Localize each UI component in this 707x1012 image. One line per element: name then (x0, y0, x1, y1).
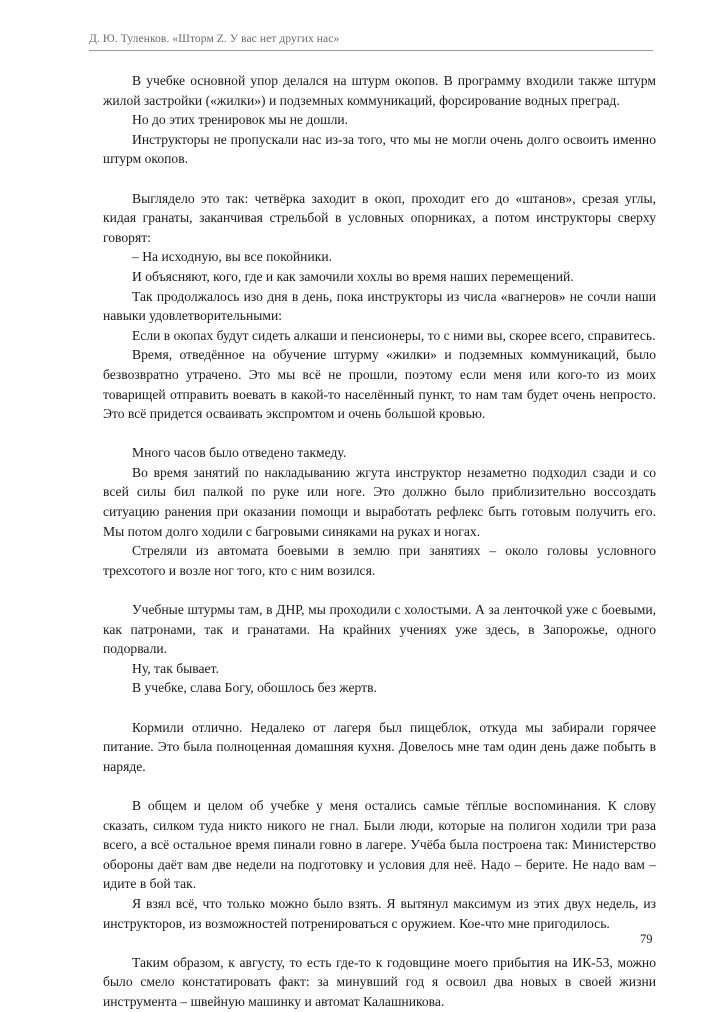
paragraph: Много часов было отведено такмеду. (132, 445, 347, 461)
paragraph: Время, отведённое на обучение штурму «жилки» и подземных коммуникаций, было безвозвратно утрачено. Это мы всё не прошли, поэтому если меня или кого-то из моих товарищей отправить воевать в какой-то населённый пункт, то нам там будет очень непросто. Это всё придется осваивать экспромтом и очень большой кровью. (103, 347, 656, 422)
paragraph: – На исходную, вы все покойники. (132, 249, 333, 265)
paragraph: Я взял всё, что только можно было взять. Я вытянул максимум из этих двух недель, из инструкторов, из возможностей потренироваться с оружием. Кое-что мне пригодилось. (103, 895, 656, 931)
header-rule (89, 50, 653, 51)
paragraph: И объясняют, кого, где и как замочили хохлы во время наших перемещений. (132, 268, 574, 284)
paragraph: Таким образом, к августу, то есть где-то к годовщине моего прибытия на ИК-53, можно было смело констатировать факт: за минувший год я освоил два новых в своей жизни инструмента – швейную машинку и автомат Калашникова. (103, 954, 656, 1009)
paragraph: Стреляли из автомата боевыми в землю при занятиях – около головы условного трехсотого и возле ног того, кто с ним возился. (103, 543, 656, 578)
paragraph: Кормили отлично. Недалеко от лагеря был пищеблок, откуда мы забирали горячее питание. Это была полноценная домашняя кухня. Довелось мне там один день даже побыть в наряде. (103, 719, 656, 774)
paragraph: Так продолжалось изо дня в день, пока инструкторы из числа «вагнеров» не сочли наши навыки удовлетворительными: (103, 288, 656, 324)
paragraph: Ну, так бывает. (132, 660, 219, 676)
paragraph: В учебке, слава Богу, обошлось без жертв. (132, 680, 377, 696)
paragraph: Инструкторы не пропускали нас из-за того, что мы не могли очень долго освоить именно штурм окопов. (103, 131, 656, 167)
paragraph: Выглядело это так: четвёрка заходит в окоп, проходит его до «штанов», срезая углы, кидая гранаты, заканчивая стрельбой в условных опорниках, а потом инструкторы сверху говорят: (103, 190, 656, 245)
paragraph: В общем и целом об учебке у меня остались самые тёплые воспоминания. К слову сказать, силком туда никто никого не гнал. Были люди, которые на полигон ходили три раза всего, а всё остальное время пинали говно в лагере. Учёба была построена так: Министерство обороны даёт вам две недели на подготовку и условия для неё. Надо – берите. Не надо вам – идите в бой так. (103, 797, 656, 892)
body-text (103, 71, 656, 1012)
page-number: 79 (640, 932, 653, 946)
paragraph: Учебные штурмы там, в ДНР, мы проходили с холостыми. А за ленточкой уже с боевыми, как патронами, так и гранатами. На крайних учениях уже здесь, в Запорожье, одного подорвали. (103, 602, 656, 657)
paragraph: В учебке основной упор делался на штурм окопов. В программу входили также штурм жилой застройки («жилки») и подземных коммуникаций, форсирование водных преград. (103, 73, 656, 108)
paragraph: Если в окопах будут сидеть алкаши и пенсионеры, то с ними вы, скорее всего, справитесь. (132, 327, 656, 343)
paragraph: Во время занятий по накладыванию жгута инструктор незаметно подходил сзади и со всей силы бил палкой по руке или ноге. Это должно было приблизительно воссоздать ситуацию ранения при оказании помощи и выработать рефлекс быть готовым получить его. Мы потом долго ходили с багровыми синяками на руках и ногах. (103, 464, 656, 539)
running-head: Д. Ю. Туленков. «Шторм Z. У вас нет других нас» (89, 33, 340, 45)
paragraph: Но до этих тренировок мы не дошли. (132, 112, 349, 128)
